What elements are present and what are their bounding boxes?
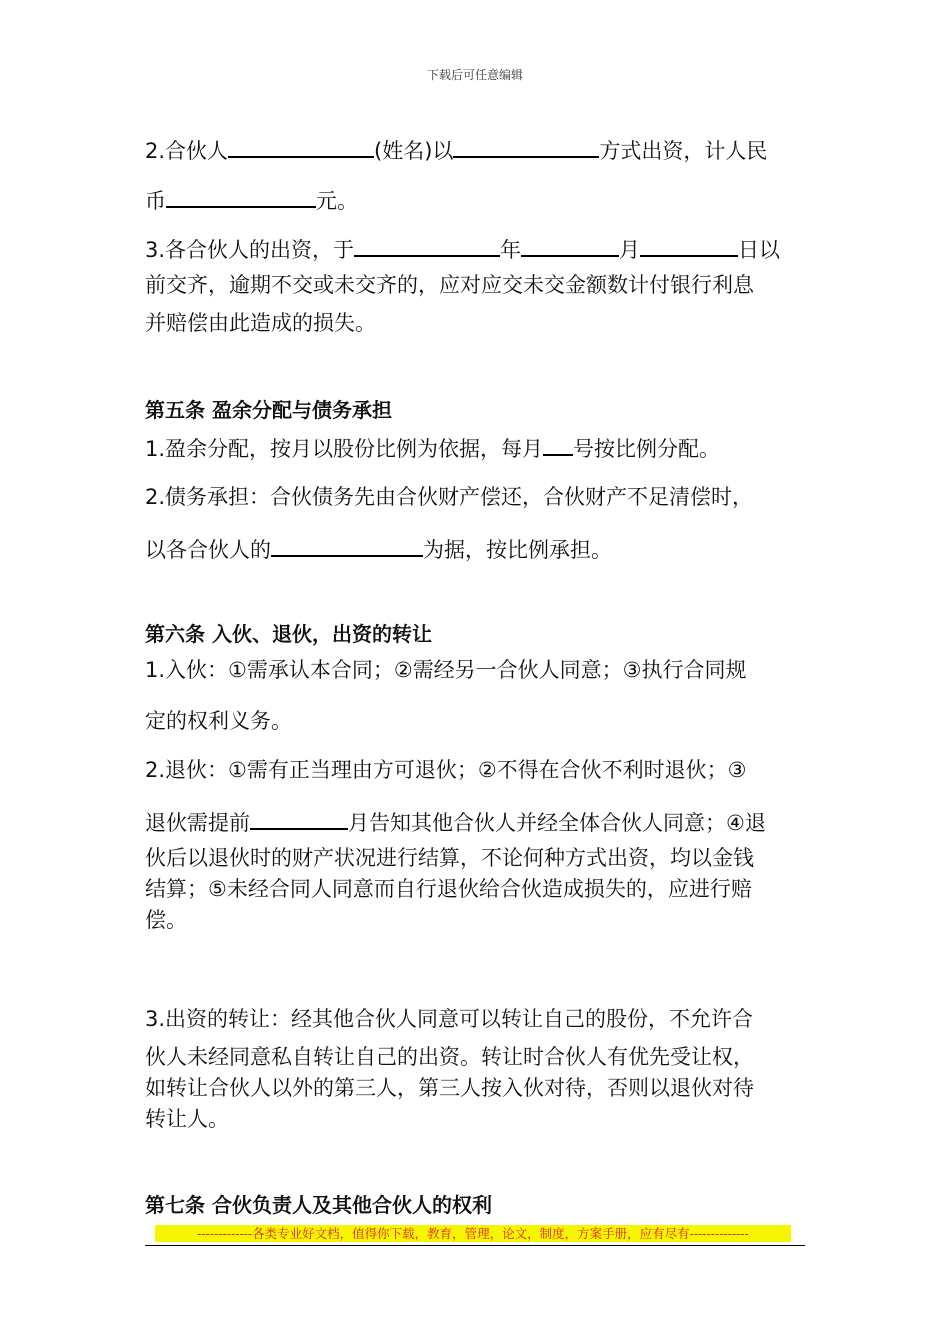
clause-4-3-line3: 并赔偿由此造成的损失。 <box>145 311 376 335</box>
text: 1.盈余分配，按月以股份比例为依据，每月 <box>145 437 544 461</box>
text: 以各合伙人的 <box>145 538 271 562</box>
text: (姓名)以 <box>374 139 454 163</box>
method-blank[interactable] <box>453 134 599 158</box>
article-5-heading: 第五条 盈余分配与债务承担 <box>145 398 392 422</box>
clause-6-1-line2: 定的权利义务。 <box>145 709 292 733</box>
clause-6-3-line4: 转让人。 <box>145 1107 229 1131</box>
clause-4-3-line1 <box>145 233 780 264</box>
clause-6-1-line1: 1.入伙：①需承认本合同；②需经另一合伙人同意；③执行合同规 <box>145 658 747 682</box>
article-6-heading: 第六条 入伙、退伙，出资的转让 <box>145 622 432 646</box>
text: 月告知其他合伙人并经全体合伙人同意；④退 <box>348 811 766 835</box>
clause-5-2-line2 <box>145 533 612 564</box>
day-blank[interactable] <box>640 233 738 257</box>
text: 为据，按比例承担。 <box>423 538 612 562</box>
article-7-heading: 第七条 合伙负责人及其他合伙人的权利 <box>145 1193 492 1217</box>
clause-6-3-line3: 如转让合伙人以外的第三人，第三人按入伙对待，否则以退伙对待 <box>145 1076 754 1100</box>
clause-6-3-line2: 伙人未经同意私自转让自己的出资。转让时合伙人有优先受让权， <box>145 1045 754 1069</box>
clause-5-1 <box>145 432 720 463</box>
clause-4-2-line1 <box>145 134 767 165</box>
payday-blank[interactable] <box>543 432 573 456</box>
text: 月 <box>619 238 641 262</box>
page-footer <box>145 1222 805 1246</box>
clause-6-2-line4: 结算；⑤未经合同人同意而自行退伙给合伙造成损失的，应进行赔 <box>145 877 752 901</box>
clause-6-2-line1: 2.退伙：①需有正当理由方可退伙；②不得在合伙不利时退伙；③ <box>145 758 747 782</box>
notice-months-blank[interactable] <box>250 806 348 830</box>
clause-6-3-line1: 3.出资的转让：经其他合伙人同意可以转让自己的股份，不允许合 <box>145 1007 754 1031</box>
text: 方式出资，计人民 <box>599 139 768 163</box>
page-header: 下载后可任意编辑 <box>426 68 523 82</box>
text: 元。 <box>316 189 358 213</box>
text: 日以 <box>738 238 781 262</box>
clause-6-2-line2 <box>145 806 766 837</box>
year-blank[interactable] <box>354 233 500 257</box>
text: 退伙需提前 <box>145 811 250 835</box>
clause-6-2-line5: 偿。 <box>145 908 187 932</box>
clause-5-2-line1: 2.债务承担：合伙债务先由合伙财产偿还，合伙财产不足清偿时， <box>145 485 754 509</box>
basis-blank[interactable] <box>271 533 423 557</box>
text: 3.各合伙人的出资，于 <box>145 238 355 262</box>
text: 币 <box>145 189 166 213</box>
name-blank[interactable] <box>228 134 374 158</box>
footer-banner: -------------各类专业好文档，值得你下载，教育，管理，论文，制度，方案手册，应有尽有-------------- <box>155 1225 791 1242</box>
text: 2.合伙人 <box>145 139 229 163</box>
month-blank[interactable] <box>521 233 619 257</box>
clause-4-2-line2 <box>145 184 358 215</box>
amount-blank[interactable] <box>166 184 316 208</box>
text: 号按比例分配。 <box>573 437 721 461</box>
clause-4-3-line2: 前交齐，逾期不交或未交齐的，应对应交未交金额数计付银行利息 <box>145 273 754 297</box>
clause-6-2-line3: 伙后以退伙时的财产状况进行结算，不论何种方式出资，均以金钱 <box>145 846 754 870</box>
footer-rule <box>145 1245 805 1246</box>
text: 年 <box>500 238 522 262</box>
